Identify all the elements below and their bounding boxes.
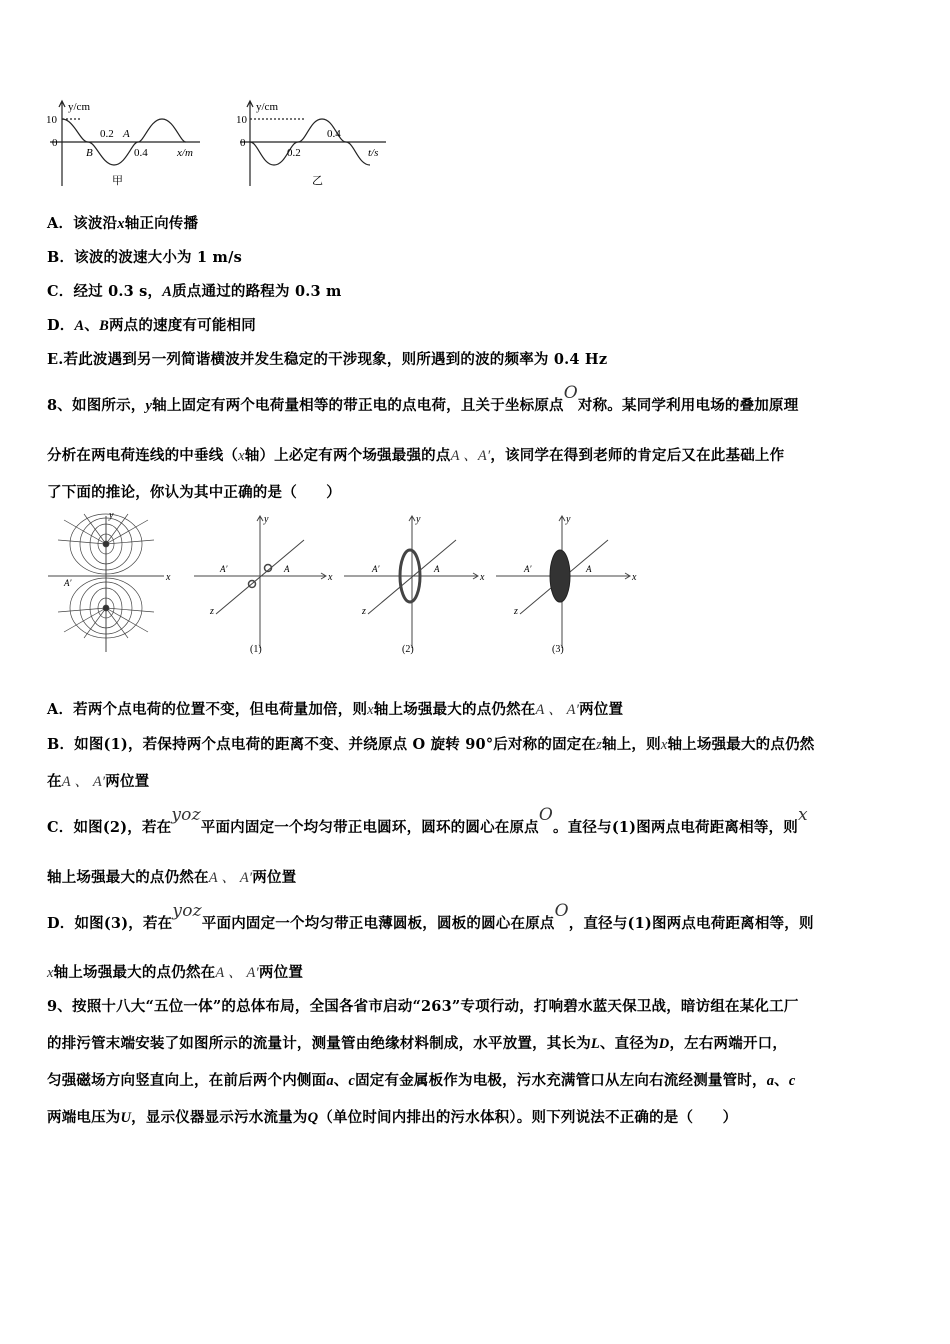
q9-l2-c: ，左右两端开口， [669, 1035, 788, 1052]
figure-yi [240, 101, 386, 186]
figure-3 [496, 516, 630, 648]
q8-option-d-line2 [47, 961, 303, 982]
q9-l2-a: 的排污管末端安装了如图所示的流量计，测量管由绝缘材料制成，水平放置，其长为 [47, 1035, 591, 1052]
yi-tick-10: 10 [236, 114, 247, 126]
q9-l3-d: 、 [774, 1072, 789, 1089]
q8-b-head: B．如图(1)，若保持两个点电荷的距离不变、并绕原点 O 旋转 90°后对称的固定在 [47, 736, 597, 753]
q9-stem-line3 [47, 1069, 796, 1090]
q8-d-head: D．如图(3)，若在 [47, 915, 173, 932]
q8-l1-origin: O [563, 383, 578, 403]
fig3-x-label: x [632, 572, 637, 583]
fig3-caption: (3) [552, 644, 564, 655]
q9-l4-Q: Q [307, 1110, 319, 1126]
q9-l3-c: 固定有金属板作为电极，污水充满管口从左向右流经测量管时， [355, 1072, 767, 1089]
q9-l2-L: L [590, 1036, 600, 1052]
q8-l2-points: A 、A′ [450, 448, 491, 464]
q8-l2-head: 分析在两电荷连线的中垂线（ [47, 447, 239, 464]
fig1-z-label: z [210, 606, 214, 617]
q7-option-d [47, 314, 256, 335]
q8-d2-x: x [47, 965, 54, 981]
q7-d-mid: 、 [84, 317, 100, 334]
q7-a-head: A．该波沿 [47, 215, 118, 232]
q8-b-tail: 轴上场强最大的点仍然 [667, 736, 815, 753]
q8-a-head: A．若两个点电荷的位置不变，但电荷量加倍，则 [47, 701, 368, 718]
fig2-x-label: x [480, 572, 485, 583]
yi-y-label: y/cm [256, 101, 278, 113]
yi-caption: 乙 [312, 175, 323, 187]
q7-d-var1: A [74, 318, 85, 334]
q8-option-b-line2 [47, 770, 149, 791]
q8-d2-head: 轴上场强最大的点仍然在 [53, 964, 216, 981]
q8-l1-mid: 轴上固定有两个电荷量相等的带正电的点电荷，且关于坐标原点 [152, 397, 564, 414]
q9-stem-line1: 9、按照十八大“五位一体”的总体布局，全国各省市启动“263”专项行动，打响碧水蓝天保卫战，暗访组在某化工厂 [47, 998, 799, 1015]
q8-a-points: A 、 A′ [535, 702, 580, 718]
fig1-a-label: A [284, 564, 290, 574]
q8-c-x: x [797, 805, 808, 825]
jia-caption: 甲 [112, 175, 123, 187]
q8-b-z: z [596, 737, 603, 753]
fig2-y-label: y [416, 514, 421, 525]
q9-l2-b: 、直径为 [599, 1035, 659, 1052]
q8-d-mid: 平面内固定一个均匀带正电薄圆板，圆板的圆心在原点 [201, 915, 555, 932]
q8-d-origin: O [554, 901, 569, 921]
fig3-ap-label: A′ [524, 564, 532, 574]
q8-d2-tail: 两位置 [258, 964, 304, 981]
q8-l2-x: x [238, 448, 245, 464]
fig0-ap-label: A′ [64, 578, 72, 588]
q8-l1-tail: 对称。某同学利用电场的叠加原理 [577, 397, 799, 414]
q8-option-d-line1 [47, 901, 814, 933]
fig1-y-label: y [264, 514, 269, 525]
q8-option-c-line2 [47, 866, 296, 887]
q9-l3-a: 匀强磁场方向竖直向上，在前后两个内侧面 [47, 1072, 327, 1089]
q8-l2-tail: ，该同学在得到老师的肯定后又在此基础上作 [490, 447, 785, 464]
figure-jia [50, 101, 200, 186]
fig2-a-label: A [434, 564, 440, 574]
q9-stem-line2 [47, 1032, 787, 1053]
q9-stem-line4 [47, 1106, 737, 1127]
q9-l3-av2: a [766, 1073, 775, 1089]
q8-a-x: x [367, 702, 374, 718]
q7-c-head: C．经过 0.3 s， [47, 283, 163, 300]
q8-c-mid: 平面内固定一个均匀带正电圆环，圆环的圆心在原点 [200, 819, 539, 836]
q9-l4-c: （单位时间内排出的污水体积）。则下列说法不正确的是（ ） [318, 1109, 738, 1126]
fig1-x-label: x [328, 572, 333, 583]
yi-tick-02: 0.2 [287, 147, 301, 159]
q8-b2-head: 在 [47, 773, 62, 790]
jia-x-label: x/m [177, 147, 193, 159]
q7-option-e: E.若此波遇到另一列简谐横波并发生稳定的干涉现象，则所遇到的波的频率为 0.4 Hz [47, 351, 608, 368]
q8-l2-mid: 轴）上必定有两个场强最强的点 [244, 447, 451, 464]
q8-d2-points: A 、 A′ [215, 965, 259, 981]
fig0-x-label: x [166, 572, 171, 583]
q7-d-head: D． [47, 317, 75, 334]
fig2-ap-label: A′ [372, 564, 380, 574]
jia-y-label: y/cm [68, 101, 90, 113]
q8-c2-tail: 两位置 [252, 869, 297, 886]
q7-option-b: B．该波的波速大小为 1 m/s [47, 249, 242, 266]
q8-c-tail: 。直径与(1)图两点电荷距离相等，则 [553, 819, 798, 836]
q8-stem-line1 [47, 383, 799, 415]
q8-l1-head: 8、如图所示， [47, 397, 146, 414]
fig3-a-label: A [586, 564, 592, 574]
jia-tick-04: 0.4 [134, 147, 148, 159]
q8-d-tail: ，直径与(1)图两点电荷距离相等，则 [568, 915, 814, 932]
q8-c-origin: O [538, 805, 554, 825]
q8-b2-tail: 两位置 [105, 773, 150, 790]
q8-l1-var: y [145, 398, 153, 414]
q7-option-c [47, 280, 342, 301]
q8-stem-line3: 了下面的推论，你认为其中正确的是（ ） [47, 484, 341, 501]
q8-b2-points: A 、 A′ [61, 774, 106, 790]
q8-a-mid: 轴上场强最大的点仍然在 [373, 701, 536, 718]
yi-tick-04: 0.4 [327, 128, 341, 140]
jia-point-a: A [123, 128, 130, 140]
jia-tick-02: 0.2 [100, 128, 114, 140]
q9-l4-b: ，显示仪器显示污水流量为 [131, 1109, 308, 1126]
q7-option-a [47, 212, 198, 233]
jia-point-b: B [86, 147, 93, 159]
q8-figures [44, 510, 644, 660]
q8-b-mid: 轴上，则 [602, 736, 661, 753]
q8-b-x: x [660, 737, 668, 753]
q9-l4-U: U [120, 1110, 132, 1126]
q9-l3-cv: c [348, 1073, 356, 1089]
q8-d-plane: yoz [172, 901, 202, 921]
q8-c-head: C．如图(2)，若在 [47, 819, 172, 836]
q9-l2-D: D [658, 1036, 670, 1052]
yi-tick-0: 0 [240, 137, 246, 149]
q7-a-tail: 轴正向传播 [124, 215, 199, 232]
q7-d-var2: B [99, 318, 109, 334]
fig1-caption: (1) [250, 644, 262, 655]
fig1-ap-label: A′ [220, 564, 228, 574]
q8-option-c-line1 [47, 805, 808, 837]
q9-l3-av: a [326, 1073, 334, 1089]
q7-c-var: A [162, 284, 173, 300]
wave-figures [40, 98, 400, 190]
fig3-y-label: y [566, 514, 571, 525]
fig3-z-label: z [514, 606, 518, 617]
q8-c-plane: yoz [171, 805, 201, 825]
fig2-z-label: z [362, 606, 366, 617]
q8-c2-points: A 、 A′ [208, 870, 253, 886]
q9-l4-a: 两端电压为 [47, 1109, 121, 1126]
q9-l3-cv2: c [788, 1073, 796, 1089]
figure-2 [344, 516, 478, 648]
q8-a-tail: 两位置 [579, 701, 624, 718]
jia-tick-0: 0 [52, 137, 58, 149]
fig0-y-label: y [109, 510, 114, 521]
q8-option-a [47, 698, 623, 719]
q8-option-b-line1 [47, 733, 814, 754]
fig2-caption: (2) [402, 644, 414, 655]
yi-x-label: t/s [368, 147, 379, 159]
q8-c2-head: 轴上场强最大的点仍然在 [47, 869, 209, 886]
q7-c-tail: 质点通过的路程为 0.3 m [172, 283, 342, 300]
q7-a-var: x [117, 216, 125, 232]
q8-stem-line2 [47, 444, 784, 465]
jia-tick-10: 10 [46, 114, 57, 126]
q9-l3-b: 、 [333, 1072, 349, 1089]
figure-1 [194, 516, 326, 648]
q7-d-tail: 两点的速度有可能相同 [108, 317, 256, 334]
